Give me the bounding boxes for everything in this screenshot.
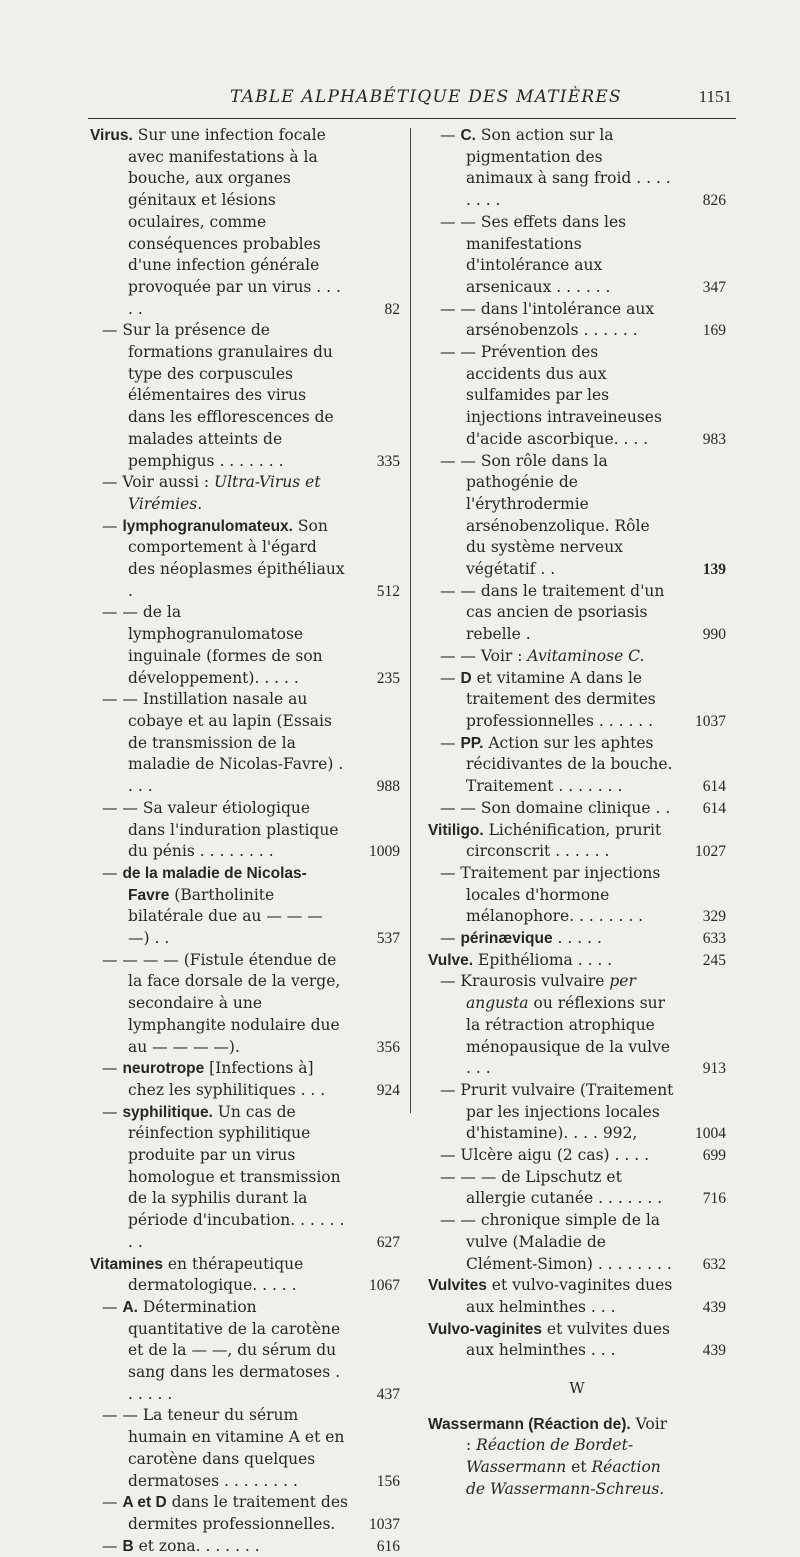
page-ref: 826 [702, 192, 726, 210]
page-ref: 614 [702, 799, 726, 817]
left-column [90, 125, 400, 1557]
index-entry [428, 1275, 726, 1318]
index-entry [90, 689, 400, 798]
entry-text: — — Ses effets dans les manifestations d'intolérance aux arsenicaux . . . . . . [440, 212, 627, 296]
entry-dash: — [102, 1059, 123, 1078]
page-ref: 633 [702, 930, 726, 948]
page-ref: 614 [702, 778, 726, 796]
index-entry [428, 646, 726, 668]
column-divider [410, 128, 411, 1113]
page-ref: 1037 [369, 1516, 400, 1533]
entry-italic: Ultra-Virus et Virémies. [128, 473, 321, 513]
entry-heading: Virus. [90, 127, 133, 144]
index-entry [428, 668, 726, 733]
page-ref: 439 [702, 1298, 726, 1316]
entry-heading: A. [122, 1298, 138, 1316]
index-entry [90, 516, 400, 603]
page-ref: 335 [376, 452, 400, 470]
entry-text: Sur une infection focale avec manifestations à la bouche, aux organes génitaux et lésions oculaires, comme conséquences probables d'une infection générale provoquée par un virus . . . . . [128, 126, 341, 318]
entry-text: — — — — (Fistule étendue de la face dorsale de la verge, secondaire à une lymphangite nodulaire due au — — — —). [102, 950, 341, 1056]
entry-text: Détermination quantitative de la carotène et de la — —, du sérum du sang dans les dermatoses . . . . . . [128, 1297, 341, 1403]
entry-text: en thérapeutique dermatologique. . . . . [128, 1254, 304, 1295]
index-entry [90, 950, 400, 1059]
entry-text: — — Voir : [440, 646, 528, 665]
entry-dash: — [102, 516, 123, 535]
section-letter: W [569, 1379, 585, 1398]
entry-text: dans le traitement des dermites professionnelles. [128, 1493, 348, 1533]
entry-heading: syphilitique. [122, 1103, 213, 1121]
header-rule [88, 118, 736, 119]
page-ref: 983 [702, 430, 726, 448]
entry-text: — — Sa valeur étiologique dans l'induration plastique du pénis . . . . . . . . [102, 798, 339, 861]
entry-italic: Réaction de Wassermann-Schreus. [466, 1458, 665, 1498]
entry-text: — Ulcère aigu (2 cas) . . . . [440, 1146, 650, 1165]
page-ref: 990 [702, 626, 726, 644]
page-ref: 139 [702, 561, 726, 579]
entry-heading: Vulvo-vaginites [428, 1320, 542, 1338]
index-entry [90, 472, 400, 515]
entry-text: . . . . . [552, 929, 602, 948]
index-entry [90, 798, 400, 863]
entry-text: Action sur les aphtes récidivantes de la bouche. Traitement . . . . . . . [466, 733, 673, 796]
index-entry [428, 1414, 726, 1501]
entry-italic: Réaction de Bordet-Wassermann [466, 1436, 634, 1477]
index-entry [90, 1405, 400, 1492]
page-ref: 988 [376, 778, 400, 796]
entry-heading: lymphogranulomateux. [122, 517, 293, 535]
page-ref: 356 [376, 1038, 400, 1056]
page-ref: 235 [376, 669, 400, 687]
entry-text: — Traitement par injections locales d'hormone mélanophore. . . . . . . . [440, 863, 661, 926]
entry-heading: neurotrope [122, 1060, 205, 1078]
entry-heading: B [122, 1537, 134, 1555]
index-entry [428, 1210, 726, 1275]
entry-heading: C. [460, 127, 476, 144]
entry-text: et vulvo-vaginites dues aux helminthes . . . [466, 1276, 673, 1316]
index-entry [90, 863, 400, 950]
entry-dash: — [440, 668, 461, 687]
index-entry [428, 342, 726, 451]
entry-heading: Vulve. [428, 951, 474, 969]
entry-text: — — — de Lipschutz et allergie cutanée . . . . . . . [440, 1167, 663, 1208]
entry-text: Epithélioma . . . . [473, 950, 613, 969]
page-ref: 1037 [695, 712, 726, 730]
page-ref: 439 [702, 1342, 726, 1360]
entry-text: — — Son domaine clinique . . [440, 798, 671, 817]
index-entry [428, 1319, 726, 1362]
index-entry [428, 299, 726, 342]
index-entry [90, 1254, 400, 1297]
entry-text: — Prurit vulvaire (Traitement par les injections locales d'histamine). . . . 992, [440, 1080, 674, 1143]
index-entry [90, 125, 400, 320]
index-entry [428, 1080, 726, 1145]
index-entry [428, 798, 726, 820]
entry-text: — — Instillation nasale au cobaye et au lapin (Essais de transmission de la maladie de Nicolas-Favre) . . . . [102, 690, 344, 796]
entry-dash: — [440, 126, 461, 144]
page-ref: 1009 [369, 843, 400, 861]
entry-heading: périnævique [460, 930, 553, 948]
index-entry [428, 928, 726, 950]
entry-text: — — Prévention des accidents dus aux sulfamides par les injections intraveineuses d'acide ascorbique. . . . [440, 343, 662, 448]
index-entry [428, 1145, 726, 1167]
page-ref: 913 [702, 1060, 726, 1078]
entry-text: ou réflexions sur la rétraction atrophique ménopausique de la vulve . . . [466, 994, 671, 1078]
entry-text: et vitamine A dans le traitement des dermites professionnelles . . . . . . [466, 668, 656, 730]
page-ref: 347 [702, 278, 726, 296]
entry-italic: Avitaminose C. [527, 646, 645, 665]
entry-dash: — [440, 733, 461, 752]
entry-heading: de la maladie de Nicolas-Favre [122, 864, 307, 904]
index-entry [90, 1492, 400, 1535]
index-entry [428, 1167, 726, 1210]
entry-text: Son action sur la pigmentation des animaux à sang froid . . . . . . . . [466, 126, 671, 210]
index-entry [428, 451, 726, 581]
right-column [428, 125, 726, 1501]
page-ref: 245 [702, 951, 726, 969]
index-entry [428, 971, 726, 1080]
entry-dash: — [102, 863, 123, 882]
entry-dash: — [102, 1536, 123, 1555]
page-ref: 1004 [695, 1125, 726, 1143]
entry-italic: per angusta [466, 972, 636, 1013]
page-ref: 616 [376, 1537, 400, 1555]
index-entry [90, 320, 400, 472]
entry-text: — — chronique simple de la vulve (Maladie de Clément-Simon) . . . . . . . . [440, 1211, 672, 1273]
index-entry [90, 1297, 400, 1406]
page-number: 1151 [698, 87, 732, 106]
entry-text: — — dans le traitement d'un cas ancien de psoriasis rebelle . [440, 581, 665, 644]
entry-text: Son comportement à l'égard des néoplasmes épithéliaux . [128, 516, 345, 600]
entry-text: — Voir aussi : [102, 473, 214, 492]
entry-text: — Kraurosis vulvaire [440, 972, 610, 991]
page-ref: 82 [384, 300, 400, 318]
entry-text: — Sur la présence de formations granulaires du type des corpuscules élémentaires des virus dans les efflorescences de malades atteints de pemphigus . . . . . . . [102, 321, 334, 470]
page-ref: 924 [376, 1081, 400, 1099]
entry-heading: D [460, 669, 472, 687]
entry-dash: — [440, 929, 461, 948]
entry-text: — — Son rôle dans la pathogénie de l'érythrodermie arsénobenzolique. Rôle du système nerveux végétatif . . [440, 451, 650, 579]
page-ref: 329 [702, 908, 726, 926]
page-ref: 632 [702, 1255, 726, 1273]
entry-heading: Vitiligo. [428, 821, 484, 839]
entry-text: — — de la lymphogranulomatose inguinale (formes de son développement). . . . . [102, 603, 323, 687]
entry-text: Voir : [466, 1414, 668, 1455]
entry-heading: Wassermann (Réaction de). [428, 1415, 631, 1433]
index-entry [90, 1102, 400, 1254]
index-entry [428, 820, 726, 863]
running-title: TABLE ALPHABÉTIQUE DES MATIÈRES [230, 87, 622, 107]
entry-dash: — [102, 1102, 123, 1121]
entry-heading: PP. [460, 734, 484, 752]
index-entry [428, 125, 726, 212]
page-ref: 1067 [369, 1277, 400, 1295]
entry-text: — — La teneur du sérum humain en vitamine A et en carotène dans quelques dermatoses . . . . . . . . [102, 1406, 345, 1490]
page-ref: 627 [376, 1233, 400, 1251]
page-ref: 699 [702, 1147, 726, 1165]
entry-text: Un cas de réinfection syphilitique produite par un virus homologue et transmission de la syphilis durant la période d'incubation. . . . . . . . [128, 1102, 345, 1251]
entry-text: et vulvites dues aux helminthes . . . [466, 1319, 670, 1360]
index-entry [428, 950, 726, 972]
index-entry [90, 1536, 400, 1557]
page-ref: 156 [376, 1472, 400, 1490]
index-entry [90, 1058, 400, 1101]
entry-text: et zona. . . . . . . [133, 1536, 260, 1555]
entry-heading: A et D [122, 1494, 167, 1512]
entry-text: et [566, 1458, 592, 1477]
entry-text: (Bartholinite bilatérale due au — — — —) . . [128, 885, 323, 948]
entry-text: [Infections à] chez les syphilitiques . . . [128, 1059, 326, 1099]
entry-text: Lichénification, prurit circonscrit . . . . . . [466, 820, 662, 861]
entry-heading: Vulvites [428, 1277, 487, 1295]
page-ref: 537 [376, 930, 400, 948]
index-entry [428, 733, 726, 798]
index-entry [428, 863, 726, 928]
entry-text: — — dans l'intolérance aux arsénobenzols . . . . . . [440, 299, 655, 340]
index-entry [90, 602, 400, 689]
entry-dash: — [102, 1297, 123, 1316]
entry-dash: — [102, 1493, 123, 1512]
page-ref: 169 [702, 322, 726, 340]
page-ref: 437 [376, 1385, 400, 1403]
page-ref: 512 [376, 582, 400, 600]
page-ref: 1027 [695, 843, 726, 861]
page-ref: 716 [702, 1190, 726, 1208]
page-header [90, 85, 740, 115]
entry-heading: Vitamines [90, 1255, 163, 1273]
index-entry [428, 212, 726, 299]
index-entry [428, 581, 726, 646]
